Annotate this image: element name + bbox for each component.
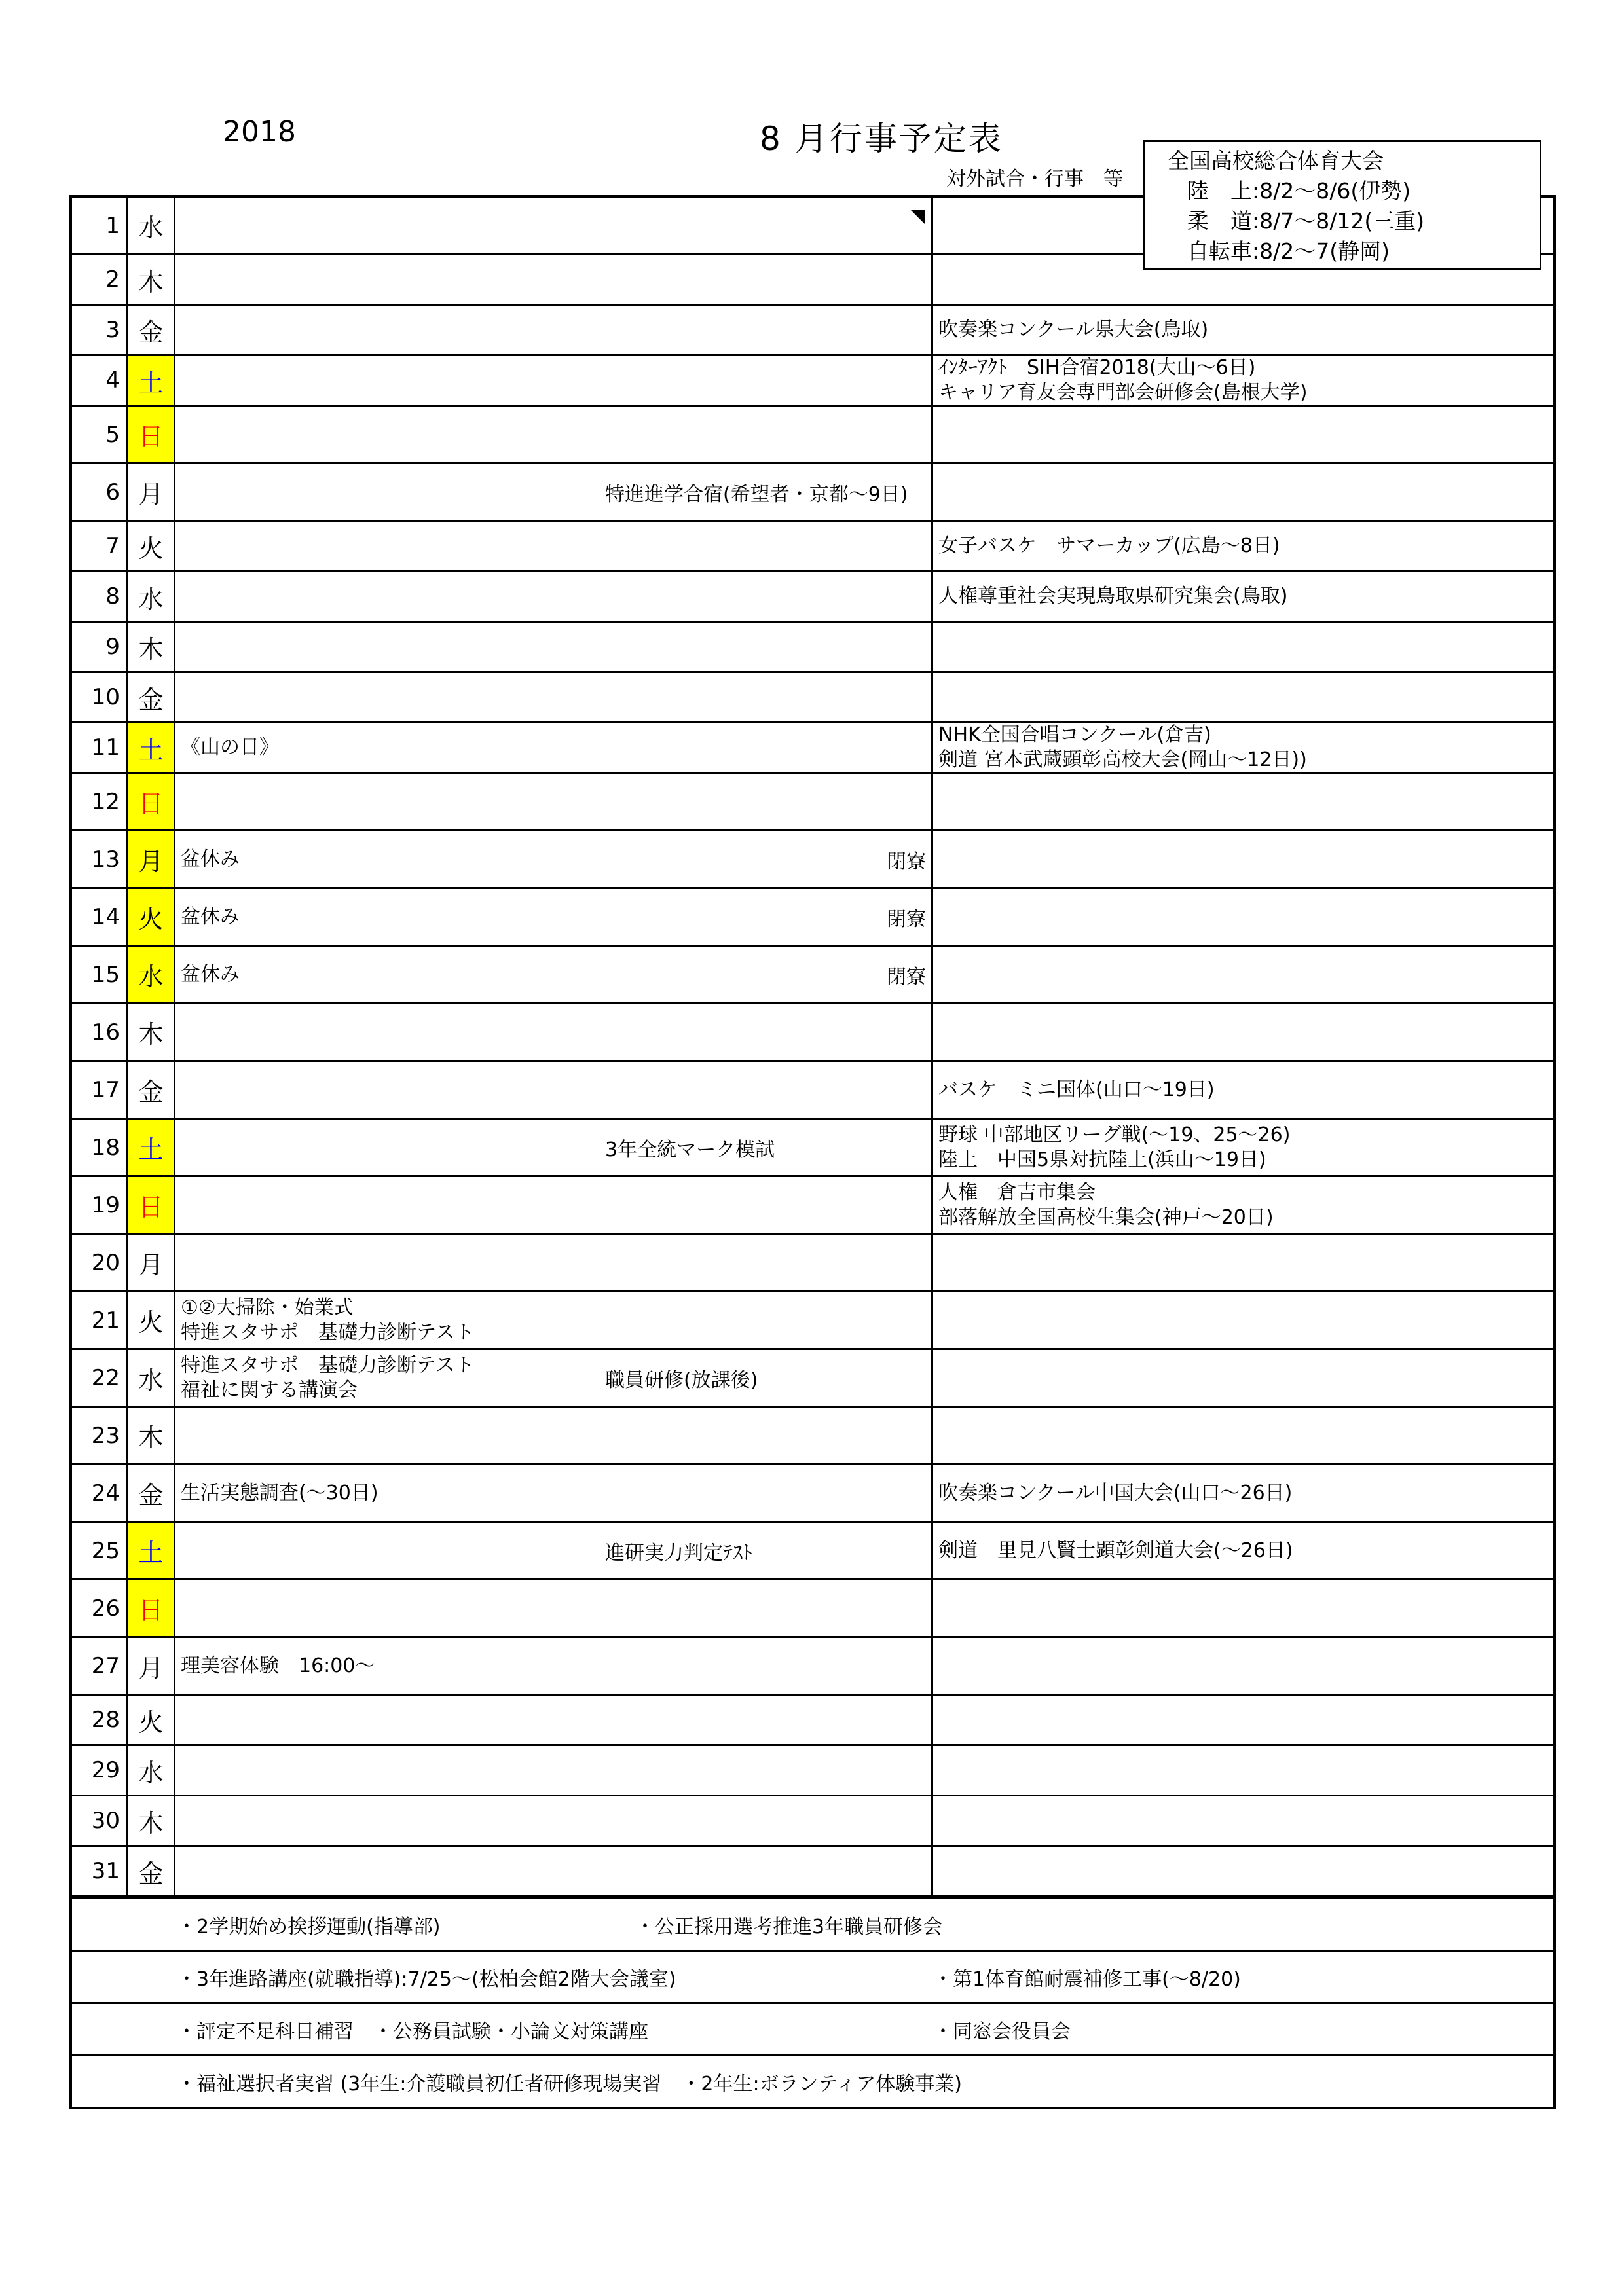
weekday: 木 (128, 1004, 175, 1060)
school-events-cell (175, 1796, 933, 1845)
footer-row (72, 1950, 1553, 2002)
external-events-cell (933, 1062, 1553, 1118)
weekday: 日 (128, 1177, 175, 1233)
weekday: 水 (128, 572, 175, 621)
school-events-cell (175, 1292, 933, 1348)
external-events-cell (933, 1408, 1553, 1463)
day-row (72, 1696, 1553, 1746)
school-events-cell (175, 1004, 933, 1060)
dorm-status: 閉寮 (887, 965, 926, 989)
weekday: 火 (128, 522, 175, 570)
external-events-cell (933, 1120, 1553, 1175)
weekday: 火 (128, 1696, 175, 1744)
day-number: 18 (72, 1120, 128, 1175)
external-event-text: 部落解放全国高校生集会(神戸～20日) (938, 1205, 1274, 1229)
day-row (72, 623, 1553, 673)
school-events-cell (175, 623, 933, 671)
school-events-cell (175, 356, 933, 405)
external-events-cell (933, 1796, 1553, 1845)
day-row (72, 889, 1553, 947)
day-number: 21 (72, 1292, 128, 1348)
school-events-cell (175, 407, 933, 462)
footer-row (72, 2054, 1553, 2107)
day-row (72, 464, 1553, 522)
day-row (72, 774, 1553, 831)
footer-row (72, 1897, 1553, 1950)
arrow-icon (910, 210, 925, 224)
external-events-cell (933, 1638, 1553, 1694)
footer-note: ・評定不足科目補習 ・公務員試験・小論文対策講座 (177, 2020, 648, 2043)
year: 2018 (223, 115, 296, 149)
day-number: 29 (72, 1746, 128, 1795)
school-events-cell (175, 522, 933, 570)
day-number: 10 (72, 673, 128, 721)
day-number: 3 (72, 306, 128, 354)
weekday: 木 (128, 1796, 175, 1845)
event-text: 理美容体験 16:00～ (181, 1654, 375, 1677)
external-events-cell (933, 306, 1553, 354)
weekday: 水 (128, 198, 175, 253)
external-event-text: キャリア育友会専門部会研修会(島根大学) (938, 381, 1308, 404)
notice-line: 陸 上:8/2～8/6(伊勢) (1187, 178, 1411, 204)
weekday: 水 (128, 947, 175, 1002)
day-number: 4 (72, 356, 128, 405)
day-number: 24 (72, 1465, 128, 1521)
day-row (72, 1796, 1553, 1847)
day-number: 31 (72, 1847, 128, 1895)
dorm-status: 閉寮 (887, 850, 926, 873)
day-number: 23 (72, 1408, 128, 1463)
school-events-cell (175, 723, 933, 772)
day-number: 26 (72, 1580, 128, 1636)
school-events-cell (175, 1746, 933, 1795)
day-row (72, 1062, 1553, 1120)
school-events-cell (175, 255, 933, 304)
day-number: 19 (72, 1177, 128, 1233)
weekday: 日 (128, 774, 175, 829)
day-number: 22 (72, 1350, 128, 1406)
external-event-text: NHK全国合唱コンクール(倉吉) (938, 723, 1211, 746)
event-text: 生活実態調査(～30日) (181, 1481, 378, 1504)
external-events-cell (933, 1523, 1553, 1578)
day-row (72, 522, 1553, 572)
day-number: 28 (72, 1696, 128, 1744)
external-events-cell (933, 1580, 1553, 1636)
external-event-text: 女子バスケ サマーカップ(広島～8日) (938, 534, 1280, 557)
external-event-text: 剣道 宮本武蔵顕彰高校大会(岡山～12日)) (938, 748, 1307, 771)
external-event-text: 剣道 里見八賢士顕彰剣道大会(～26日) (938, 1539, 1293, 1562)
day-number: 1 (72, 198, 128, 253)
weekday: 金 (128, 1847, 175, 1895)
day-number: 6 (72, 464, 128, 520)
external-events-cell (933, 947, 1553, 1002)
event-text: 特進スタサポ 基礎力診断テスト (181, 1353, 475, 1377)
day-number: 14 (72, 889, 128, 945)
external-events-cell (933, 1746, 1553, 1795)
external-event-text: 人権尊重社会実現鳥取県研究集会(鳥取) (938, 585, 1288, 608)
weekday: 金 (128, 1062, 175, 1118)
external-events-cell (933, 572, 1553, 621)
day-row (72, 831, 1553, 889)
school-events-cell (175, 1638, 933, 1694)
weekday: 木 (128, 623, 175, 671)
external-events-cell (933, 623, 1553, 671)
school-events-cell (175, 1847, 933, 1895)
schedule-table (69, 195, 1556, 2109)
external-events-cell (933, 1465, 1553, 1521)
external-events-cell (933, 522, 1553, 570)
weekday: 日 (128, 407, 175, 462)
school-events-cell (175, 198, 933, 253)
school-events-cell (175, 1465, 933, 1521)
footer-note: ・3年進路講座(就職指導):7/25～(松柏会館2階大会議室) (177, 1967, 676, 1991)
day-row (72, 1847, 1553, 1897)
weekday: 水 (128, 1350, 175, 1406)
weekday: 土 (128, 1120, 175, 1175)
notice-box (1143, 140, 1541, 270)
event-text: 盆休み (181, 905, 240, 928)
day-row (72, 1235, 1553, 1292)
external-events-cell (933, 723, 1553, 772)
school-events-cell (175, 947, 933, 1002)
day-row (72, 1004, 1553, 1062)
school-events-cell (175, 673, 933, 721)
day-number: 5 (72, 407, 128, 462)
school-events-cell (175, 1120, 933, 1175)
school-events-cell (175, 1580, 933, 1636)
weekday: 水 (128, 1746, 175, 1795)
weekday: 金 (128, 673, 175, 721)
external-event-text: 陸上 中国5県対抗陸上(浜山～19日) (938, 1148, 1266, 1171)
day-number: 17 (72, 1062, 128, 1118)
day-number: 20 (72, 1235, 128, 1290)
event-text: 職員研修(放課後) (605, 1368, 758, 1392)
external-events-cell (933, 1847, 1553, 1895)
weekday: 火 (128, 1292, 175, 1348)
event-text: 特進スタサポ 基礎力診断テスト (181, 1321, 475, 1344)
weekday: 土 (128, 1523, 175, 1578)
external-events-cell (933, 1177, 1553, 1233)
day-number: 11 (72, 723, 128, 772)
external-events-cell (933, 407, 1553, 462)
school-events-cell (175, 1177, 933, 1233)
weekday: 月 (128, 464, 175, 520)
column-caption: 対外試合・行事 等 (946, 168, 1123, 191)
school-events-cell (175, 831, 933, 887)
event-text: 盆休み (181, 847, 240, 871)
day-row (72, 1408, 1553, 1465)
weekday: 土 (128, 356, 175, 405)
day-row (72, 1120, 1553, 1177)
weekday: 土 (128, 723, 175, 772)
event-text: 福祉に関する講演会 (181, 1378, 358, 1402)
weekday: 火 (128, 889, 175, 945)
day-number: 30 (72, 1796, 128, 1845)
school-events-cell (175, 1408, 933, 1463)
event-text: ①②大掃除・始業式 (181, 1296, 354, 1319)
day-row (72, 1523, 1553, 1580)
external-event-text: 吹奏楽コンクール県大会(鳥取) (938, 318, 1209, 341)
footer-note: ・第1体育館耐震補修工事(～8/20) (933, 1967, 1241, 1991)
footer-note: ・2学期始め挨拶運動(指導部) (177, 1915, 441, 1939)
day-number: 15 (72, 947, 128, 1002)
day-number: 13 (72, 831, 128, 887)
day-number: 27 (72, 1638, 128, 1694)
school-events-cell (175, 1523, 933, 1578)
day-number: 16 (72, 1004, 128, 1060)
external-events-cell (933, 889, 1553, 945)
footer-row (72, 2002, 1553, 2054)
event-text: 《山の日》 (181, 736, 279, 759)
school-events-cell (175, 1350, 933, 1406)
external-events-cell (933, 1004, 1553, 1060)
school-events-cell (175, 464, 933, 520)
day-row (72, 1638, 1553, 1696)
footer-note: ・同窓会役員会 (933, 2020, 1071, 2043)
external-event-text: 吹奏楽コンクール中国大会(山口～26日) (938, 1481, 1293, 1504)
day-row (72, 1177, 1553, 1235)
dorm-status: 閉寮 (887, 907, 926, 931)
external-event-text: ｲﾝﾀｰｱｸﾄ SIH合宿2018(大山～6日) (938, 356, 1256, 379)
day-number: 2 (72, 255, 128, 304)
external-events-cell (933, 774, 1553, 829)
school-events-cell (175, 774, 933, 829)
external-events-cell (933, 1696, 1553, 1744)
page-title: 8 月行事予定表 (760, 120, 1003, 158)
external-event-text: 野球 中部地区リーグ戦(～19、25～26) (938, 1123, 1291, 1146)
external-events-cell (933, 1350, 1553, 1406)
notice-line: 柔 道:8/7～8/12(三重) (1187, 208, 1425, 234)
notice-title: 全国高校総合体育大会 (1168, 148, 1384, 173)
external-events-cell (933, 356, 1553, 405)
weekday: 日 (128, 1580, 175, 1636)
school-events-cell (175, 1696, 933, 1744)
external-events-cell (933, 1292, 1553, 1348)
day-number: 25 (72, 1523, 128, 1578)
day-row (72, 407, 1553, 464)
weekday: 金 (128, 306, 175, 354)
external-event-text: バスケ ミニ国体(山口～19日) (938, 1078, 1215, 1101)
weekday: 月 (128, 1235, 175, 1290)
day-number: 7 (72, 522, 128, 570)
external-events-cell (933, 673, 1553, 721)
day-row (72, 572, 1553, 623)
day-row (72, 356, 1553, 407)
footer-note: ・公正採用選考推進3年職員研修会 (635, 1915, 943, 1939)
day-row (72, 1746, 1553, 1796)
weekday: 月 (128, 831, 175, 887)
external-events-cell (933, 1235, 1553, 1290)
day-number: 12 (72, 774, 128, 829)
notice-line: 自転車:8/2～7(静岡) (1187, 238, 1390, 264)
school-events-cell (175, 306, 933, 354)
school-events-cell (175, 1062, 933, 1118)
event-text: 盆休み (181, 962, 240, 986)
day-number: 8 (72, 572, 128, 621)
footer-note: ・福祉選択者実習 (3年生:介護職員初任者研修現場実習 ・2年生:ボランティア体験事業) (177, 2072, 962, 2096)
day-number: 9 (72, 623, 128, 671)
weekday: 木 (128, 1408, 175, 1463)
event-text: 特進進学合宿(希望者・京都～9日) (605, 483, 908, 506)
school-events-cell (175, 572, 933, 621)
school-events-cell (175, 1235, 933, 1290)
day-row (72, 1350, 1553, 1408)
school-events-cell (175, 889, 933, 945)
external-event-text: 人権 倉吉市集会 (938, 1180, 1096, 1204)
day-row (72, 673, 1553, 723)
day-row (72, 1580, 1553, 1638)
event-text: 3年全統マーク模試 (605, 1138, 775, 1161)
day-row (72, 947, 1553, 1004)
day-row (72, 723, 1553, 774)
day-row (72, 1465, 1553, 1523)
event-text: 進研実力判定ﾃｽﾄ (605, 1541, 752, 1565)
external-events-cell (933, 464, 1553, 520)
external-events-cell (933, 831, 1553, 887)
weekday: 金 (128, 1465, 175, 1521)
weekday: 木 (128, 255, 175, 304)
day-row (72, 306, 1553, 356)
weekday: 月 (128, 1638, 175, 1694)
day-row (72, 1292, 1553, 1350)
